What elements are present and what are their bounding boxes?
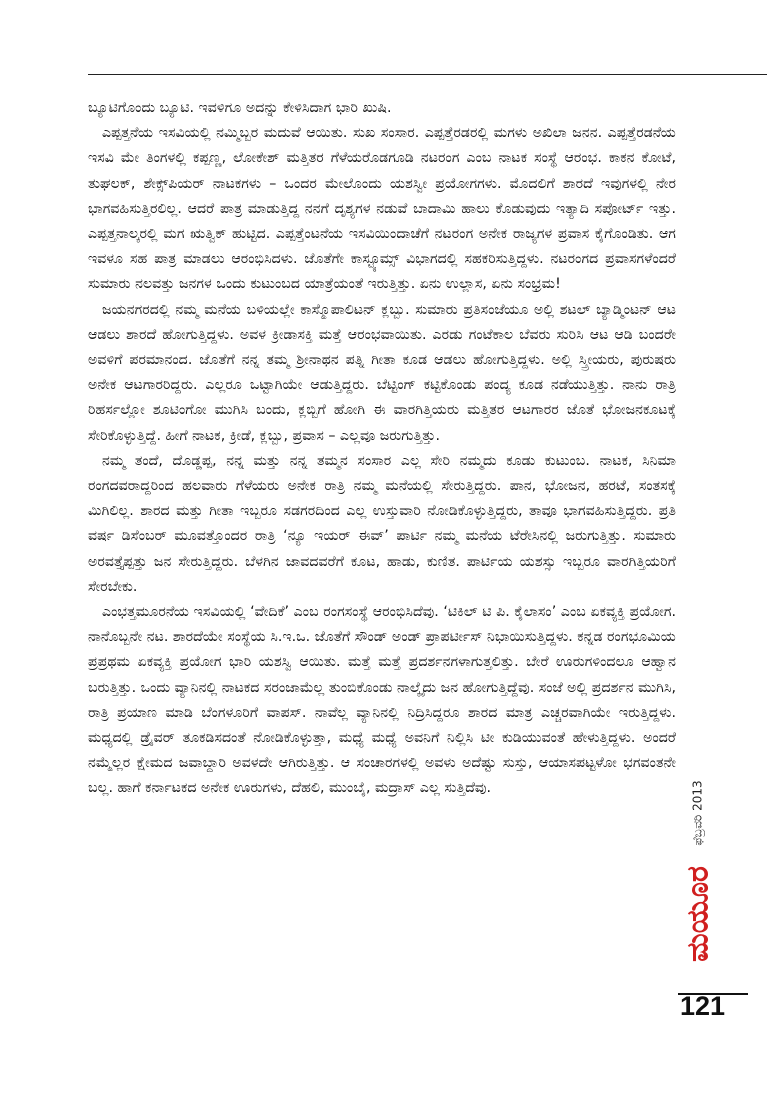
issue-date: ಫೆಬ್ರವರಿ 2013 <box>690 780 705 846</box>
paragraph-4: ನಮ್ಮ ತಂದೆ, ದೊಡ್ಡಪ್ಪ, ನನ್ನ ಮತ್ತು ನನ್ನ ತಮ್ಮನ ಸಂಸಾರ ಎಲ್ಲ ಸೇರಿ ನಮ್ಮದು ಕೂಡು ಕುಟುಂಬ. ನಾಟಕ, ಸಿನಿಮಾ ರಂಗದವರಾದ್ದರಿಂದ ಹಲವಾರು ಗೆಳೆಯರು ಅನೇಕ ರಾತ್ರಿ ನಮ್ಮ ಮನೆಯಲ್ಲಿ ಸೇರುತ್ತಿದ್ದರು. ಪಾನ, ಭೋಜನ, ಹರಟೆ, ಸಂತಸಕ್ಕೆ ಮಿಗಿಲಿಲ್ಲ. ಶಾರದ ಮತ್ತು ಗೀತಾ ಇಬ್ಬರೂ ಸಡಗರದಿಂದ ಎಲ್ಲ ಉಸ್ತುವಾರಿ ನೋಡಿಕೊಳ್ಳುತ್ತಿದ್ದರು, ತಾವೂ ಭಾಗವಹಿಸುತ್ತಿದ್ದರು. ಪ್ರತಿ ವರ್ಷ ಡಿಸೆಂಬರ್ ಮೂವತ್ತೊಂದರ ರಾತ್ರಿ ‘ನ್ಯೂ ಇಯರ್ ಈವ್’ ಪಾರ್ಟಿ ನಮ್ಮ ಮನೆಯ ಟೆರೇಸಿನಲ್ಲಿ ಜರುಗುತ್ತಿತ್ತು. ಸುಮಾರು ಅರವತ್ತೈಪ್ಪತ್ತು ಜನ ಸೇರುತ್ತಿದ್ದರು. ಬೆಳಗಿನ ಜಾವದವರೆಗೆ ಕೂಟ, ಹಾಡು, ಕುಣಿತ. ಪಾರ್ಟಿಯ ಯಶಸ್ಸು ಇಬ್ಬರೂ ವಾರಗಿತ್ತಿಯರಿಗೆ ಸೇರಬೇಕು. <box>88 452 676 595</box>
page-number: 121 <box>680 991 726 1021</box>
paragraph-5: ಎಂಭತ್ತಮೂರನೆಯ ಇಸವಿಯಲ್ಲಿ ‘ವೇದಿಕೆ’ ಎಂಬ ರಂಗಸಂಸ್ಥೆ ಆರಂಭಿಸಿದೆವು. ‘ಟಿಕಿಲ್ ಟಿ ಪಿ. ಕೈಲಾಸಂ’ ಎಂಬ ಏಕವ್ಯಕ್ತಿ ಪ್ರಯೋಗ. ನಾನೊಬ್ಬನೇ ನಟ. ಶಾರದೆಯೇ ಸಂಸ್ಥೆಯ ಸಿ.ಇ.ಒ. ಜೊತೆಗೆ ಸೌಂಡ್ ಅಂಡ್ ಪ್ರಾಪರ್ಟೀಸ್ ನಿಭಾಯಿಸುತ್ತಿದ್ದಳು. ಕನ್ನಡ ರಂಗಭೂಮಿಯ ಪ್ರಪ್ರಥಮ ಏಕವ್ಯಕ್ತಿ ಪ್ರಯೋಗ ಭಾರಿ ಯಶಸ್ವಿ ಆಯಿತು. ಮತ್ತೆ ಮತ್ತೆ ಪ್ರದರ್ಶನಗಳಾಗುತ್ತಲಿತ್ತು. ಬೇರೆ ಊರುಗಳಿಂದಲೂ ಆಹ್ವಾನ ಬರುತ್ತಿತ್ತು. ಒಂದು ವ್ಯಾನಿನಲ್ಲಿ ನಾಟಕದ ಸರಂಜಾಮೆಲ್ಲ ತುಂಬಿಕೊಂಡು ನಾಲ್ಕೈದು ಜನ ಹೋಗುತ್ತಿದ್ದೆವು. ಸಂಜೆ ಅಲ್ಲಿ ಪ್ರದರ್ಶನ ಮುಗಿಸಿ, ರಾತ್ರಿ ಪ್ರಯಾಣ ಮಾಡಿ ಬೆಂಗಳೂರಿಗೆ ವಾಪಸ್. ನಾವೆಲ್ಲ ವ್ಯಾನಿನಲ್ಲಿ ನಿದ್ರಿಸಿದ್ದರೂ ಶಾರದ ಮಾತ್ರ ಎಚ್ಚರವಾಗಿಯೇ ಇರುತ್ತಿದ್ದಳು. ಮಧ್ಯದಲ್ಲಿ ಡ್ರೈವರ್ ತೂಕಡಿಸದಂತೆ ನೋಡಿಕೊಳ್ಳುತ್ತಾ, ಮಧ್ಯೆ ಮಧ್ಯೆ ಅವನಿಗೆ ನಿಲ್ಲಿಸಿ ಟೀ ಕುಡಿಯುವಂತೆ ಹೇಳುತ್ತಿದ್ದಳು. ಅಂದರೆ ನಮ್ಮೆಲ್ಲರ ಕ್ಷೇಮದ ಜವಾಬ್ದಾರಿ ಅವಳದೇ ಆಗಿರುತ್ತಿತ್ತು. ಆ ಸಂಚಾರಗಳಲ್ಲಿ ಅವಳು ಅದೆಷ್ಟು ಸುಸ್ತು, ಆಯಾಸಪಟ್ಟಳೋ ಭಗವಂತನೇ ಬಲ್ಲ. ಹಾಗೆ ಕರ್ನಾಟಕದ ಅನೇಕ ಊರುಗಳು, ದೆಹಲಿ, ಮುಂಬೈ, ಮದ್ರಾಸ್ ಎಲ್ಲ ಸುತ್ತಿದೆವು. <box>88 604 676 797</box>
issue-date-wrap <box>683 780 713 846</box>
sidebar-masthead <box>680 780 716 980</box>
header-rule <box>88 74 767 75</box>
paragraph-3: ಜಯನಗರದಲ್ಲಿ ನಮ್ಮ ಮನೆಯ ಬಳಿಯಲ್ಲೇ ಕಾಸ್ಮೊಪಾಲಿಟನ್ ಕ್ಲಬ್ಬು. ಸುಮಾರು ಪ್ರತಿಸಂಜೆಯೂ ಅಲ್ಲಿ ಶಟಲ್ ಬ್ಯಾಡ್ಮಿಂಟನ್ ಆಟ ಆಡಲು ಶಾರದೆ ಹೋಗುತ್ತಿದ್ದಳು. ಅವಳ ಕ್ರೀಡಾಸಕ್ತಿ ಮತ್ತೆ ಆರಂಭವಾಯಿತು. ಎರಡು ಗಂಟೆಕಾಲ ಬೆವರು ಸುರಿಸಿ ಆಟ ಆಡಿ ಬಂದರೇ ಅವಳಿಗೆ ಪರಮಾನಂದ. ಜೊತೆಗೆ ನನ್ನ ತಮ್ಮ ಶ್ರೀನಾಥನ ಪತ್ನಿ ಗೀತಾ ಕೂಡ ಆಡಲು ಹೋಗುತ್ತಿದ್ದಳು. ಅಲ್ಲಿ ಸ್ತ್ರೀಯರು, ಪುರುಷರು ಅನೇಕ ಆಟಗಾರರಿದ್ದರು. ಎಲ್ಲರೂ ಒಟ್ಟಾಗಿಯೇ ಆಡುತ್ತಿದ್ದರು. ಬೆಟ್ಟಿಂಗ್ ಕಟ್ಟಿಕೊಂಡು ಪಂದ್ಯ ಕೂಡ ನಡೆಯುತ್ತಿತ್ತು. ನಾನು ರಾತ್ರಿ ರಿಹರ್ಸಲ್ಲೋ ಶೂಟಿಂಗೋ ಮುಗಿಸಿ ಬಂದು, ಕ್ಲಬ್ಬಿಗೆ ಹೋಗಿ ಈ ವಾರಗಿತ್ತಿಯರು ಮತ್ತಿತರ ಆಟಗಾರರ ಜೊತೆ ಭೋಜನಕೂಟಕ್ಕೆ ಸೇರಿಕೊಳ್ಳುತ್ತಿದ್ದೆ. ಹೀಗೆ ನಾಟಕ, ಕ್ರೀಡೆ, ಕ್ಲಬ್ಬು, ಪ್ರವಾಸ – ಎಲ್ಲವೂ ಜರುಗುತ್ತಿತ್ತು. <box>88 301 676 444</box>
paragraph-2: ಎಪ್ಪತ್ತನೆಯ ಇಸವಿಯಲ್ಲಿ ನಮ್ಮಿಬ್ಬರ ಮದುವೆ ಆಯಿತು. ಸುಖ ಸಂಸಾರ. ಎಪ್ಪತ್ತೆರಡರಲ್ಲಿ ಮಗಳು ಅಖಿಲಾ ಜನನ. ಎಪ್ಪತ್ತೆರಡನೆಯ ಇಸವಿ ಮೇ ತಿಂಗಳಲ್ಲಿ ಕಪ್ಪಣ್ಣ, ಲೋಕೇಶ್ ಮತ್ತಿತರ ಗೆಳೆಯರೊಡಗೂಡಿ ನಟರಂಗ ಎಂಬ ನಾಟಕ ಸಂಸ್ಥೆ ಆರಂಭ. ಕಾಕನ ಕೋಟೆ, ತುಘಲಕ್, ಶೇಕ್ಸ್‌ಪಿಯರ್ ನಾಟಕಗಳು – ಒಂದರ ಮೇಲೊಂದು ಯಶಸ್ವೀ ಪ್ರಯೋಗಗಳು. ಮೊದಲಿಗೆ ಶಾರದೆ ಇವುಗಳಲ್ಲಿ ನೇರ ಭಾಗವಹಿಸುತ್ತಿರಲಿಲ್ಲ. ಆದರೆ ಪಾತ್ರ ಮಾಡುತ್ತಿದ್ದ ನನಗೆ ದೃಶ್ಯಗಳ ನಡುವೆ ಬಾದಾಮಿ ಹಾಲು ಕೊಡುವುದು ಇತ್ಯಾದಿ ಸಪೋರ್ಟ್ ಇತ್ತು. ಎಪ್ಪತ್ತನಾಲ್ಕರಲ್ಲಿ ಮಗ ಋತ್ವಿಕ್ ಹುಟ್ಟಿದ. ಎಪ್ಪತ್ತೆಂಟನೆಯ ಇಸವಿಯಿಂದಾಚೆಗೆ ನಟರಂಗ ಅನೇಕ ರಾಜ್ಯಗಳ ಪ್ರವಾಸ ಕೈಗೊಂಡಿತು. ಆಗ ಇವಳೂ ಸಹ ಪಾತ್ರ ಮಾಡಲು ಆರಂಭಿಸಿದಳು. ಜೊತೆಗೇ ಕಾಸ್ಟ್ಯೂಮ್ಸ್ ವಿಭಾಗದಲ್ಲಿ ಸಹಕರಿಸುತ್ತಿದ್ದಳು. ನಟರಂಗದ ಪ್ರವಾಸಗಳೆಂದರೆ ಸುಮಾರು ನಲವತ್ತು ಜನಗಳ ಒಂದು ಕುಟುಂಬದ ಯಾತ್ರೆಯಂತೆ ಇರುತ್ತಿತ್ತು. ಏನು ಉಲ್ಲಾಸ, ಏನು ಸಂಭ್ರಮ! <box>88 125 676 293</box>
brand-wordmark: ಮಯೂರ <box>680 866 716 962</box>
mayura-logo-icon <box>680 848 716 980</box>
paragraph-1: ಬ್ಯೂಟಿಗೊಂದು ಬ್ಯೂಟಿ. ಇವಳಿಗೂ ಅದನ್ನು ಕೇಳಿಸಿದಾಗ ಭಾರಿ ಖುಷಿ. <box>88 100 392 116</box>
article-body <box>88 96 676 802</box>
